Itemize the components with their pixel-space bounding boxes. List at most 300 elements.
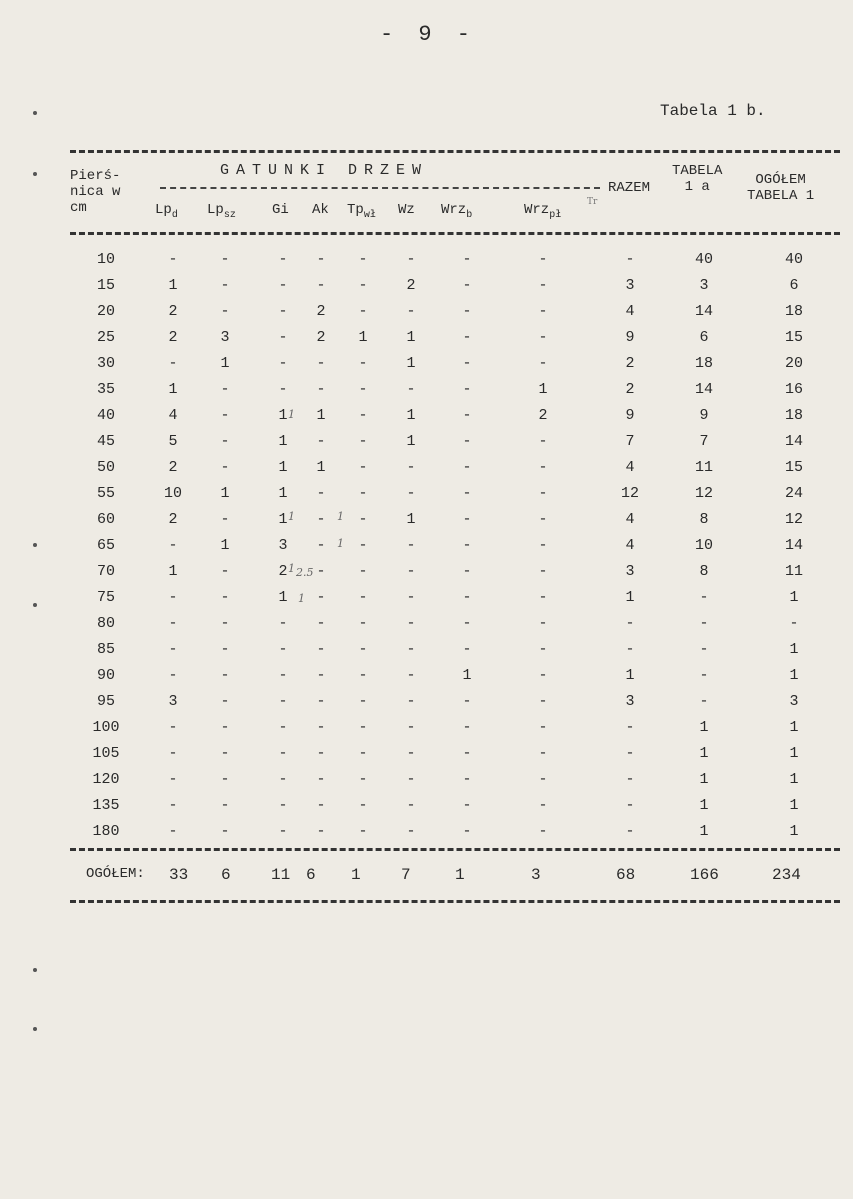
species-cell: 1 — [316, 407, 326, 424]
page-number: - 9 - — [380, 22, 477, 47]
ogolem-cell: 1 — [789, 641, 799, 658]
header-col-diameter: Pierś- nica w cm — [70, 168, 121, 216]
species-cell: - — [462, 719, 472, 736]
ogolem-cell: 16 — [784, 381, 803, 398]
species-cell: - — [278, 719, 288, 736]
species-cell: 2 — [316, 303, 326, 320]
header-species-sub: pł — [549, 209, 562, 221]
species-cell: 2 — [316, 329, 326, 346]
margin-dot — [33, 1027, 37, 1031]
species-cell: - — [538, 589, 548, 606]
tabela1a-cell: 12 — [694, 485, 713, 502]
species-cell: - — [538, 459, 548, 476]
tabela1a-cell: 8 — [699, 511, 709, 528]
species-cell: 5 — [168, 433, 178, 450]
species-cell: - — [358, 433, 368, 450]
species-cell: 1 — [278, 511, 288, 528]
species-cell: - — [168, 641, 178, 658]
total-species-cell: 1 — [351, 866, 361, 884]
species-cell: - — [168, 719, 178, 736]
species-cell: 3 — [220, 329, 230, 346]
razem-cell: - — [625, 745, 635, 762]
handwritten-mark: 1 — [288, 408, 295, 421]
species-cell: - — [406, 615, 416, 632]
diameter-cell: 45 — [96, 433, 115, 450]
species-cell: - — [538, 615, 548, 632]
species-cell: 1 — [538, 381, 548, 398]
species-cell: - — [316, 433, 326, 450]
total-species-cell: 6 — [221, 866, 231, 884]
species-cell: - — [538, 693, 548, 710]
species-cell: - — [538, 485, 548, 502]
species-cell: 1 — [278, 485, 288, 502]
razem-cell: 4 — [625, 511, 635, 528]
margin-dot — [33, 172, 37, 176]
species-cell: - — [538, 719, 548, 736]
ogolem-cell: 1 — [789, 771, 799, 788]
species-cell: - — [220, 615, 230, 632]
razem-cell: 4 — [625, 303, 635, 320]
diameter-cell: 180 — [92, 823, 120, 840]
diameter-cell: 30 — [96, 355, 115, 372]
species-cell: - — [316, 251, 326, 268]
table-top-rule — [70, 150, 840, 153]
header-species-base: Wrz — [441, 202, 467, 218]
margin-dot — [33, 543, 37, 547]
tabela1a-cell: 6 — [699, 329, 709, 346]
species-cell: - — [220, 823, 230, 840]
species-cell: - — [358, 719, 368, 736]
margin-dot — [33, 603, 37, 607]
diameter-cell: 135 — [92, 797, 120, 814]
header-species-7 — [524, 202, 561, 221]
species-cell: - — [220, 303, 230, 320]
species-cell: - — [462, 589, 472, 606]
species-cell: - — [358, 589, 368, 606]
tabela1a-cell: - — [699, 641, 709, 658]
total-tabela1a-cell: 166 — [690, 866, 719, 884]
species-cell: - — [406, 563, 416, 580]
tabela1a-cell: 3 — [699, 277, 709, 294]
tabela1a-cell: 1 — [699, 823, 709, 840]
handwritten-mark: 2.5 — [296, 566, 314, 579]
total-species-cell: 11 — [271, 866, 291, 884]
diameter-cell: 55 — [96, 485, 115, 502]
species-cell: - — [406, 771, 416, 788]
species-cell: 1 — [220, 537, 230, 554]
species-cell: 1 — [278, 407, 288, 424]
species-cell: - — [278, 615, 288, 632]
species-cell: - — [220, 667, 230, 684]
species-cell: - — [168, 537, 178, 554]
header-species-base: Lp — [207, 202, 224, 218]
species-cell: - — [278, 771, 288, 788]
ogolem-cell: 1 — [789, 667, 799, 684]
species-cell: - — [462, 251, 472, 268]
species-cell: - — [358, 641, 368, 658]
header-species-base: Wz — [398, 202, 415, 218]
species-cell: 2 — [168, 303, 178, 320]
species-cell: - — [538, 277, 548, 294]
ogolem-cell: 14 — [784, 433, 803, 450]
species-cell: - — [316, 615, 326, 632]
species-cell: - — [462, 797, 472, 814]
ogolem-cell: 1 — [789, 719, 799, 736]
tabela1a-cell: 7 — [699, 433, 709, 450]
species-cell: - — [278, 667, 288, 684]
species-cell: 1 — [462, 667, 472, 684]
species-cell: - — [462, 563, 472, 580]
species-cell: - — [220, 381, 230, 398]
species-cell: - — [538, 641, 548, 658]
header-species-sub: sz — [223, 209, 236, 221]
ogolem-cell: 3 — [789, 693, 799, 710]
species-cell: - — [316, 537, 326, 554]
header-margin-note: Tr — [587, 197, 598, 207]
total-species-cell: 7 — [401, 866, 411, 884]
species-cell: - — [462, 381, 472, 398]
species-cell: 4 — [168, 407, 178, 424]
species-cell: - — [316, 745, 326, 762]
razem-cell: 4 — [625, 537, 635, 554]
species-cell: - — [168, 589, 178, 606]
species-cell: - — [406, 667, 416, 684]
species-cell: - — [406, 303, 416, 320]
header-species-sub: wł — [363, 209, 376, 221]
total-ogolem-cell: 234 — [772, 866, 801, 884]
species-cell: - — [358, 511, 368, 528]
tabela1a-cell: - — [699, 615, 709, 632]
species-cell: - — [538, 329, 548, 346]
species-cell: - — [168, 797, 178, 814]
ogolem-cell: 1 — [789, 589, 799, 606]
diameter-cell: 70 — [96, 563, 115, 580]
species-cell: - — [316, 823, 326, 840]
ogolem-cell: 18 — [784, 407, 803, 424]
table-bottom-rule — [70, 900, 840, 903]
header-species-group: GATUNKI DRZEW — [220, 162, 429, 179]
species-cell: - — [462, 485, 472, 502]
species-cell: - — [220, 251, 230, 268]
header-species-3 — [312, 202, 329, 218]
tabela1a-cell: - — [699, 667, 709, 684]
ogolem-cell: 40 — [784, 251, 803, 268]
header-species-base: Tp — [347, 202, 364, 218]
diameter-cell: 10 — [96, 251, 115, 268]
species-cell: - — [278, 823, 288, 840]
header-species-sub: d — [171, 209, 178, 221]
razem-cell: - — [625, 641, 635, 658]
species-cell: - — [168, 355, 178, 372]
tabela1a-cell: 14 — [694, 381, 713, 398]
species-cell: - — [406, 797, 416, 814]
species-cell: - — [278, 693, 288, 710]
species-cell: - — [278, 277, 288, 294]
species-cell: - — [406, 589, 416, 606]
header-species-4 — [347, 202, 376, 221]
header-species-2 — [272, 202, 289, 218]
ogolem-cell: 15 — [784, 459, 803, 476]
tabela1a-cell: - — [699, 693, 709, 710]
species-cell: - — [406, 485, 416, 502]
tabela1a-cell: 14 — [694, 303, 713, 320]
species-cell: - — [316, 277, 326, 294]
species-cell: - — [538, 355, 548, 372]
species-cell: - — [462, 537, 472, 554]
species-cell: - — [220, 407, 230, 424]
species-cell: - — [358, 667, 368, 684]
species-cell: - — [538, 537, 548, 554]
species-cell: - — [220, 277, 230, 294]
species-cell: - — [358, 251, 368, 268]
species-cell: 2 — [168, 329, 178, 346]
ogolem-cell: 14 — [784, 537, 803, 554]
species-cell: - — [406, 693, 416, 710]
species-cell: - — [316, 511, 326, 528]
species-cell: 2 — [168, 459, 178, 476]
species-cell: - — [316, 719, 326, 736]
species-cell: - — [316, 589, 326, 606]
total-species-cell: 6 — [306, 866, 316, 884]
tabela1a-cell: 10 — [694, 537, 713, 554]
species-cell: 1 — [220, 485, 230, 502]
species-cell: 1 — [278, 433, 288, 450]
species-cell: - — [358, 563, 368, 580]
species-cell: - — [358, 381, 368, 398]
species-cell: 1 — [316, 459, 326, 476]
tabela1a-cell: 9 — [699, 407, 709, 424]
ogolem-cell: 1 — [789, 797, 799, 814]
razem-cell: - — [625, 719, 635, 736]
species-cell: - — [278, 251, 288, 268]
razem-cell: 12 — [620, 485, 639, 502]
header-col-ogolem-tabela1: OGÓŁEM TABELA 1 — [747, 172, 815, 204]
species-cell: - — [220, 693, 230, 710]
header-species-5 — [398, 202, 415, 218]
diameter-cell: 85 — [96, 641, 115, 658]
totals-label: OGÓŁEM: — [86, 866, 145, 882]
species-cell: 1 — [278, 589, 288, 606]
razem-cell: - — [625, 771, 635, 788]
header-species-sub: b — [466, 209, 473, 221]
razem-cell: - — [625, 251, 635, 268]
species-cell: - — [220, 719, 230, 736]
tabela1a-cell: 1 — [699, 771, 709, 788]
species-cell: 10 — [163, 485, 182, 502]
totals-top-rule — [70, 848, 840, 851]
species-cell: - — [358, 459, 368, 476]
species-cell: - — [462, 771, 472, 788]
tabela1a-cell: - — [699, 589, 709, 606]
diameter-cell: 15 — [96, 277, 115, 294]
diameter-cell: 65 — [96, 537, 115, 554]
species-cell: - — [406, 719, 416, 736]
species-cell: - — [278, 797, 288, 814]
species-cell: 1 — [406, 355, 416, 372]
species-cell: - — [278, 745, 288, 762]
tabela1a-cell: 1 — [699, 719, 709, 736]
species-cell: - — [278, 303, 288, 320]
species-cell: - — [406, 537, 416, 554]
species-cell: - — [358, 485, 368, 502]
diameter-cell: 120 — [92, 771, 120, 788]
razem-cell: 7 — [625, 433, 635, 450]
diameter-cell: 60 — [96, 511, 115, 528]
species-cell: - — [316, 771, 326, 788]
tabela1a-cell: 11 — [694, 459, 713, 476]
razem-cell: - — [625, 797, 635, 814]
diameter-cell: 80 — [96, 615, 115, 632]
species-cell: - — [316, 381, 326, 398]
species-cell: - — [358, 745, 368, 762]
species-cell: - — [358, 407, 368, 424]
species-cell: - — [316, 693, 326, 710]
species-cell: - — [316, 667, 326, 684]
handwritten-mark: 1 — [337, 537, 344, 550]
species-cell: - — [462, 277, 472, 294]
ogolem-cell: 15 — [784, 329, 803, 346]
ogolem-cell: 18 — [784, 303, 803, 320]
razem-cell: 9 — [625, 407, 635, 424]
diameter-cell: 40 — [96, 407, 115, 424]
handwritten-mark: 1 — [288, 510, 295, 523]
diameter-cell: 100 — [92, 719, 120, 736]
header-col-razem: RAZEM — [608, 180, 651, 196]
handwritten-mark: 1 — [337, 510, 344, 523]
species-cell: 1 — [406, 511, 416, 528]
species-cell: - — [462, 303, 472, 320]
tabela1a-cell: 18 — [694, 355, 713, 372]
species-cell: - — [220, 459, 230, 476]
razem-cell: 3 — [625, 563, 635, 580]
species-cell: - — [538, 303, 548, 320]
tabela1a-cell: 1 — [699, 797, 709, 814]
species-cell: - — [168, 745, 178, 762]
species-cell: - — [462, 407, 472, 424]
species-cell: 2 — [278, 563, 288, 580]
ogolem-cell: - — [789, 615, 799, 632]
diameter-cell: 90 — [96, 667, 115, 684]
species-cell: - — [538, 511, 548, 528]
species-cell: 2 — [168, 511, 178, 528]
species-cell: - — [538, 797, 548, 814]
species-cell: - — [358, 355, 368, 372]
species-cell: 1 — [406, 407, 416, 424]
header-species-base: Gi — [272, 202, 289, 218]
species-cell: - — [316, 797, 326, 814]
razem-cell: 9 — [625, 329, 635, 346]
species-cell: - — [220, 511, 230, 528]
species-cell: - — [220, 745, 230, 762]
margin-dot — [33, 111, 37, 115]
diameter-cell: 75 — [96, 589, 115, 606]
species-cell: - — [358, 693, 368, 710]
tabela1a-cell: 8 — [699, 563, 709, 580]
total-species-cell: 3 — [531, 866, 541, 884]
species-cell: - — [462, 329, 472, 346]
total-species-cell: 33 — [169, 866, 189, 884]
species-cell: 1 — [278, 459, 288, 476]
header-species-base: Lp — [155, 202, 172, 218]
header-species-base: Wrz — [524, 202, 550, 218]
diameter-cell: 50 — [96, 459, 115, 476]
species-cell: - — [462, 459, 472, 476]
species-cell: - — [358, 797, 368, 814]
species-cell: - — [168, 823, 178, 840]
species-cell: - — [168, 615, 178, 632]
ogolem-cell: 20 — [784, 355, 803, 372]
species-cell: - — [220, 589, 230, 606]
species-cell: - — [406, 251, 416, 268]
razem-cell: 1 — [625, 667, 635, 684]
header-species-1 — [207, 202, 236, 221]
species-cell: - — [168, 251, 178, 268]
species-cell: - — [406, 459, 416, 476]
handwritten-mark: 1 — [288, 562, 295, 575]
razem-cell: 3 — [625, 277, 635, 294]
species-cell: - — [278, 329, 288, 346]
species-cell: - — [538, 433, 548, 450]
header-group-rule — [160, 187, 600, 189]
species-cell: - — [316, 485, 326, 502]
razem-cell: 1 — [625, 589, 635, 606]
ogolem-cell: 12 — [784, 511, 803, 528]
species-cell: - — [538, 823, 548, 840]
species-cell: - — [462, 511, 472, 528]
species-cell: - — [358, 615, 368, 632]
diameter-cell: 25 — [96, 329, 115, 346]
species-cell: 3 — [278, 537, 288, 554]
species-cell: - — [220, 771, 230, 788]
species-cell: - — [406, 641, 416, 658]
species-cell: 2 — [538, 407, 548, 424]
species-cell: - — [358, 823, 368, 840]
ogolem-cell: 1 — [789, 745, 799, 762]
species-cell: - — [538, 771, 548, 788]
species-cell: - — [406, 381, 416, 398]
tabela1a-cell: 40 — [694, 251, 713, 268]
species-cell: 1 — [168, 277, 178, 294]
razem-cell: 3 — [625, 693, 635, 710]
razem-cell: 4 — [625, 459, 635, 476]
species-cell: - — [406, 745, 416, 762]
species-cell: - — [358, 771, 368, 788]
species-cell: - — [316, 641, 326, 658]
tabela1a-cell: 1 — [699, 745, 709, 762]
header-col-tabela1a: TABELA 1 a — [672, 163, 723, 195]
species-cell: - — [220, 641, 230, 658]
handwritten-mark: 1 — [298, 592, 305, 605]
diameter-cell: 105 — [92, 745, 120, 762]
species-cell: - — [538, 563, 548, 580]
species-cell: - — [278, 381, 288, 398]
species-cell: - — [278, 641, 288, 658]
total-razem-cell: 68 — [616, 866, 636, 884]
table-label: Tabela 1 b. — [660, 102, 766, 120]
header-species-0 — [155, 202, 178, 221]
species-cell: - — [358, 303, 368, 320]
species-cell: 1 — [168, 381, 178, 398]
species-cell: 1 — [358, 329, 368, 346]
margin-dot — [33, 968, 37, 972]
species-cell: - — [278, 355, 288, 372]
species-cell: 1 — [220, 355, 230, 372]
header-species-6 — [441, 202, 472, 221]
diameter-cell: 20 — [96, 303, 115, 320]
species-cell: 3 — [168, 693, 178, 710]
species-cell: - — [462, 745, 472, 762]
species-cell: - — [538, 667, 548, 684]
